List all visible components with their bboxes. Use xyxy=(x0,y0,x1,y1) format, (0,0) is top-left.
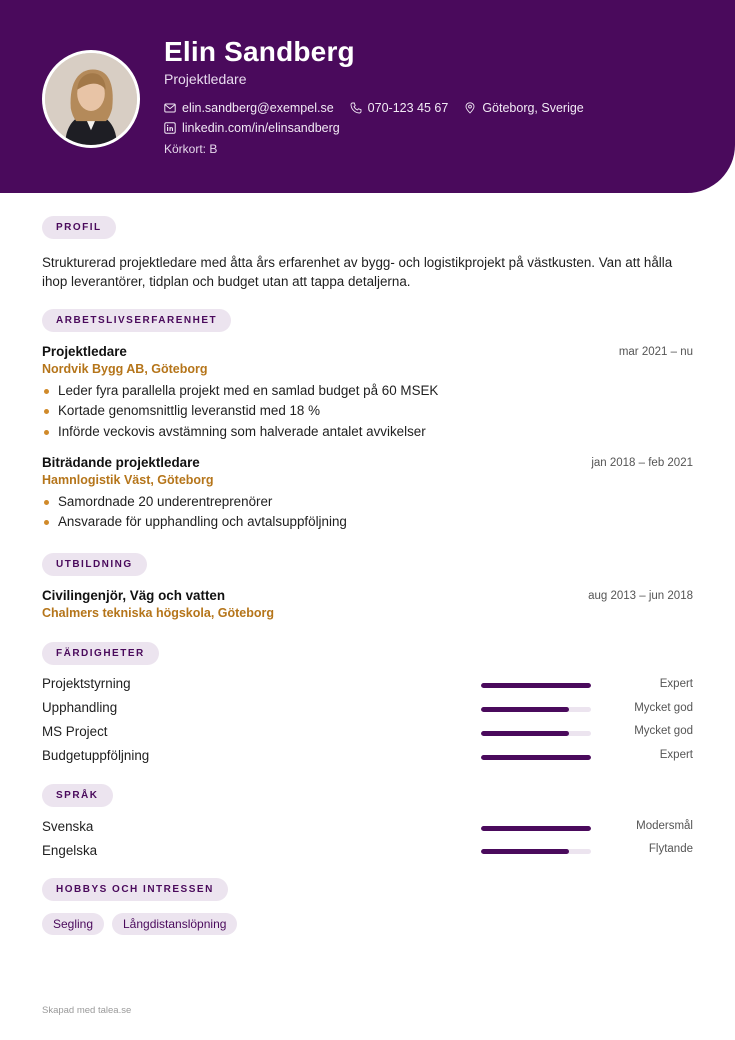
job-title: Projektledare xyxy=(42,344,127,359)
profile-text: Strukturerad projektledare med åtta års erfarenhet av bygg- och logistikprojekt på västkusten. Van att hålla ihop leverantörer, tidplan och budget utan att tappa detaljerna. xyxy=(42,255,673,289)
section-heading-languages: SPRÅK xyxy=(42,784,113,807)
job-title: Biträdande projektledare xyxy=(42,455,200,470)
section-heading-hobbies: HOBBYS OCH INTRESSEN xyxy=(42,878,228,901)
skill-bar-fill xyxy=(481,707,569,712)
skill-name: Budgetuppföljning xyxy=(42,748,150,763)
skill-bar-fill xyxy=(481,731,569,736)
contact-location: Göteborg, Sverige xyxy=(482,101,584,115)
hobby-tag: Segling xyxy=(42,913,104,935)
education-date: aug 2013 – jun 2018 xyxy=(588,590,693,602)
job-bullet: Införde veckovis avstämning som halverade antalet avvikelser xyxy=(58,424,426,439)
skill-bar-fill xyxy=(481,755,591,760)
skill-bar xyxy=(481,707,591,712)
drivers-license: Körkort: B xyxy=(164,142,218,156)
section-heading-skills: FÄRDIGHETER xyxy=(42,642,159,665)
skill-name: MS Project xyxy=(42,724,108,739)
education-school: Chalmers tekniska högskola, Göteborg xyxy=(42,606,275,620)
mail-icon xyxy=(164,102,176,114)
skill-bar-fill xyxy=(481,683,591,688)
skill-bar xyxy=(481,755,591,760)
language-name: Engelska xyxy=(42,843,98,858)
location-pin-icon xyxy=(464,102,476,114)
language-bar-fill xyxy=(481,826,591,831)
skill-bar xyxy=(481,683,591,688)
linkedin-icon xyxy=(164,122,176,134)
language-level: Modersmål xyxy=(636,820,693,832)
section-heading-education: UTBILDNING xyxy=(42,553,147,576)
job-bullet: Kortade genomsnittlig leveranstid med 18 % xyxy=(58,403,321,418)
job-bullet: Leder fyra parallella projekt med en samlad budget på 60 MSEK xyxy=(58,383,439,398)
section-heading-profile: PROFIL xyxy=(42,216,116,239)
candidate-title: Projektledare xyxy=(164,71,247,87)
skill-bar xyxy=(481,731,591,736)
footer-credit: Skapad med talea.se xyxy=(42,1005,132,1016)
hobby-tag: Långdistanslöpning xyxy=(112,913,237,935)
job-date: jan 2018 – feb 2021 xyxy=(591,457,693,469)
skill-name: Upphandling xyxy=(42,700,118,715)
language-level: Flytande xyxy=(648,843,693,855)
language-bar xyxy=(481,826,591,831)
section-heading-experience: ARBETSLIVSERFARENHET xyxy=(42,309,231,332)
contact-phone[interactable]: 070-123 45 67 xyxy=(367,101,449,115)
education-degree: Civilingenjör, Väg och vatten xyxy=(42,588,226,603)
header-banner xyxy=(0,0,735,193)
phone-icon xyxy=(350,102,362,114)
contact-linkedin[interactable]: linkedin.com/in/elinsandberg xyxy=(182,121,340,135)
contact-email[interactable]: elin.sandberg@exempel.se xyxy=(182,101,334,115)
job-bullet: Ansvarade för upphandling och avtalsuppföljning xyxy=(58,514,347,529)
skill-level: Expert xyxy=(659,678,693,690)
job-bullet: Samordnade 20 underentreprenörer xyxy=(58,494,273,509)
job-employer: Nordvik Bygg AB, Göteborg xyxy=(42,362,208,376)
language-name: Svenska xyxy=(42,819,94,834)
skill-name: Projektstyrning xyxy=(42,676,131,691)
contact-row-primary xyxy=(164,101,584,115)
job-employer: Hamnlogistik Väst, Göteborg xyxy=(42,473,214,487)
skill-level: Expert xyxy=(659,749,693,761)
profile-photo xyxy=(42,50,140,148)
skill-level: Mycket god xyxy=(634,725,693,737)
skill-level: Mycket god xyxy=(634,702,693,714)
job-date: mar 2021 – nu xyxy=(618,346,693,358)
candidate-name: Elin Sandberg xyxy=(164,36,355,67)
language-bar-fill xyxy=(481,849,569,854)
language-bar xyxy=(481,849,591,854)
contact-row-linkedin xyxy=(164,121,340,135)
